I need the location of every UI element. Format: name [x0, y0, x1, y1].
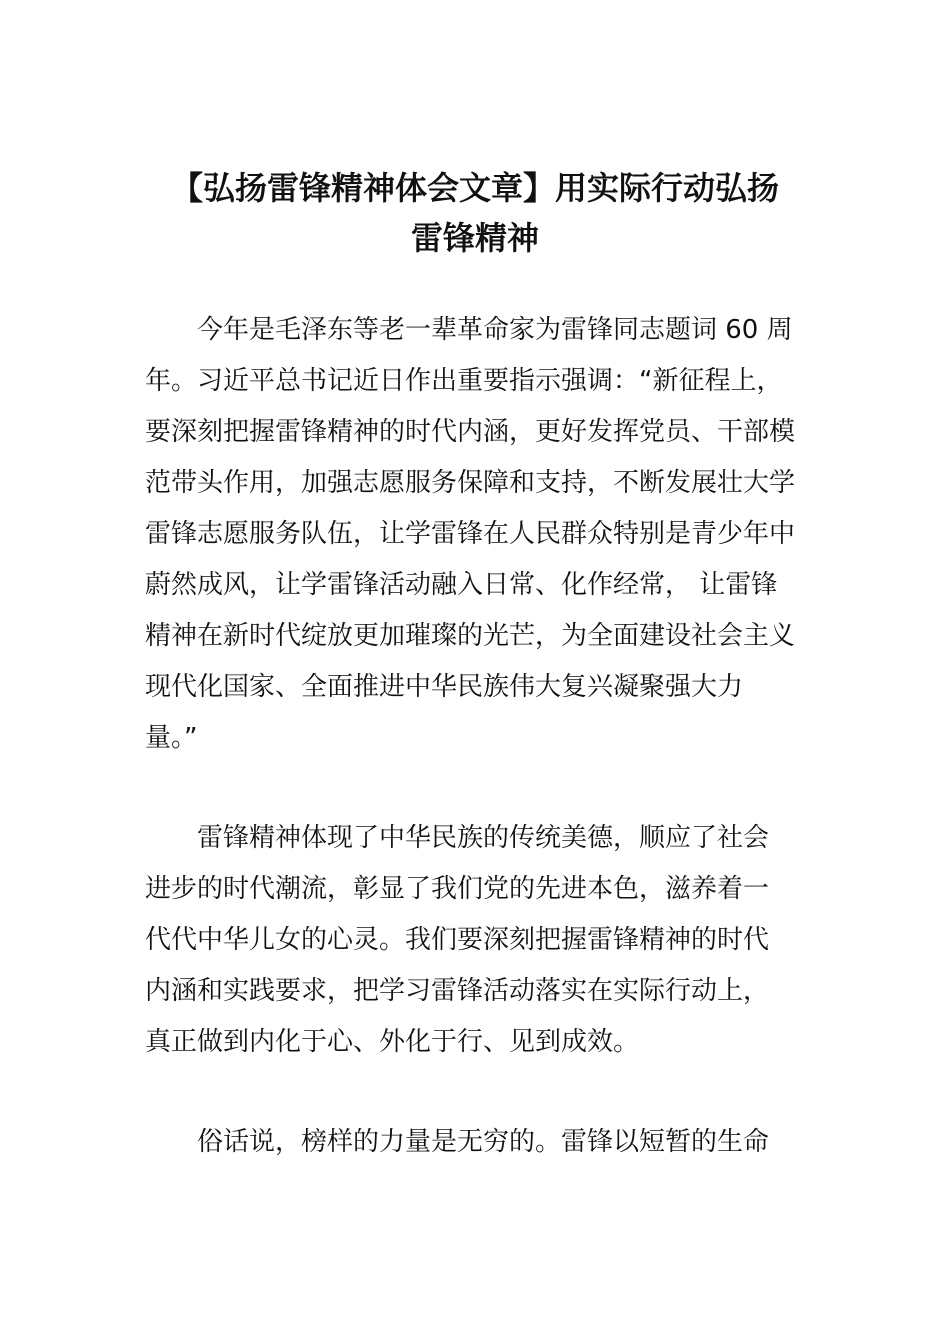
text-line: 进步的时代潮流，彰显了我们党的先进本色，滋养着一: [145, 874, 770, 904]
text-line: 真正做到内化于心、外化于行、见到成效。: [145, 1027, 640, 1057]
text-line: 代代中华儿女的心灵。我们要深刻把握雷锋精神的时代: [145, 925, 770, 955]
paragraph-1: [145, 305, 825, 764]
document-title: [130, 163, 820, 263]
document-body: [145, 305, 825, 1168]
text-line: 雷锋志愿服务队伍，让学雷锋在人民群众特别是青少年中: [145, 519, 796, 549]
text-line: 要深刻把握雷锋精神的时代内涵，更好发挥党员、干部模: [145, 417, 796, 447]
text-line: 精神在新时代绽放更加璀璨的光芒，为全面建设社会主义: [145, 621, 796, 651]
text-line: 雷锋精神体现了中华民族的传统美德，顺应了社会: [197, 823, 770, 853]
paragraph-3: [145, 1117, 825, 1168]
paragraph-gap: [145, 1068, 825, 1117]
text-line: 今年是毛泽东等老一辈革命家为雷锋同志题词 60 周: [197, 315, 793, 345]
text-line: 蔚然成风，让学雷锋活动融入日常、化作经常， 让雷锋: [145, 570, 778, 600]
text-line: 内涵和实践要求，把学习雷锋活动落实在实际行动上，: [145, 976, 770, 1006]
title-line: 【弘扬雷锋精神体会文章】用实际行动弘扬: [170, 169, 779, 207]
text-line: 量。”: [145, 723, 198, 753]
text-line: 范带头作用，加强志愿服务保障和支持，不断发展壮大学: [145, 468, 796, 498]
paragraph-2: [145, 813, 825, 1068]
text-line: 现代化国家、全面推进中华民族伟大复兴凝聚强大力: [145, 672, 744, 702]
paragraph-gap: [145, 764, 825, 813]
title-line: 雷锋精神: [410, 219, 539, 257]
text-line: 俗话说，榜样的力量是无穷的。雷锋以短暂的生命: [197, 1127, 770, 1157]
text-line: 年。习近平总书记近日作出重要指示强调：“新征程上，: [145, 366, 783, 396]
